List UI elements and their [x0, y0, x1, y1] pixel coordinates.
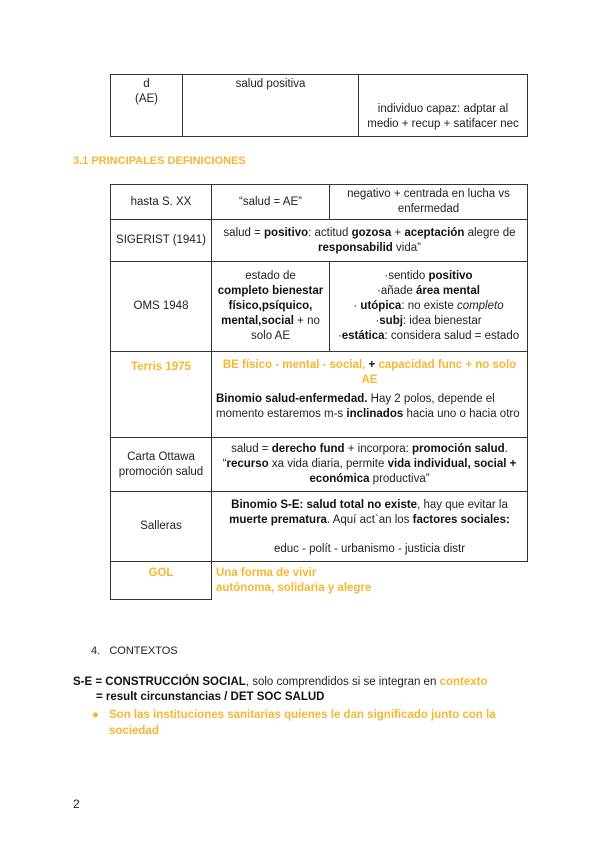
cell-d-line2: (AE): [135, 93, 158, 105]
row-key: OMS 1948: [111, 262, 212, 352]
row-key: hasta S. XX: [111, 185, 212, 220]
table-row: [111, 262, 528, 352]
contexts-heading: 4. CONTEXTOS: [91, 645, 178, 657]
cell-salud-positiva: salud positiva: [183, 75, 359, 137]
row-value: salud = positivo: actitud gozosa + aceptación alegre de responsabilid vida”: [212, 220, 528, 262]
row-value: Binomio S-E: salud total no existe, hay que evitar la muerte prematura. Aquí act`an los factores sociales: educ - polít - urbanismo - justicia distr: [212, 492, 528, 562]
cell-d: [111, 75, 183, 137]
row-key: Terris 1975: [111, 352, 212, 438]
row-key: SIGERIST (1941): [111, 220, 212, 262]
row-value: “salud = AE”: [212, 185, 330, 220]
table-row: [111, 185, 528, 220]
contexts-line2: = result circunstancias / DET SOC SALUD: [96, 691, 325, 703]
row-value: estado de completo bienestar físico,psíquico, mental,social + no solo AE: [212, 262, 330, 352]
row-key: Carta Ottawa promoción salud: [111, 438, 212, 492]
row-note: ·sentido positivo ·añade área mental · utópica: no existe completo ·subj: idea bienestar ·estática: considera salud = estado: [330, 262, 528, 352]
table-row: [111, 492, 528, 562]
row-value: BE físico - mental - social, + capacidad func + no solo AE Binomio salud-enfermedad. Hay 2 polos, depende el momento estaremos m-s inclinados hacia uno o hacia otro: [212, 352, 528, 438]
page-number: 2: [73, 797, 80, 811]
definitions-table: [110, 184, 528, 600]
section-heading: 3.1 PRINCIPALES DEFINICIONES: [73, 155, 246, 167]
row-value: Una forma de vivir autónoma, solidaria y alegre: [212, 562, 528, 600]
row-key: GOL: [111, 562, 212, 600]
table-top: [110, 74, 528, 137]
row-note: negativo + centrada en lucha vs enfermedad: [330, 185, 528, 220]
cell-individuo: individuo capaz: adptar al medio + recup + satifacer nec: [359, 75, 528, 137]
row-key: Salleras: [111, 492, 212, 562]
contexts-line1: S-E = CONSTRUCCIÓN SOCIAL, solo comprendidos si se integran en contexto: [73, 676, 488, 688]
cell-d-line1: d: [143, 78, 150, 90]
table-row: [111, 562, 528, 600]
table-row: [111, 220, 528, 262]
table-row: [111, 438, 528, 492]
row-value: salud = derecho fund + incorpora: promoción salud. “recurso xa vida diaria, permite vida individual, social + económica productiva”: [212, 438, 528, 492]
bullet-icon: ●: [92, 709, 99, 721]
table-row: [111, 352, 528, 438]
list-item: ● Son las instituciones sanitarias quienes le dan significado junto con la sociedad: [92, 709, 496, 737]
